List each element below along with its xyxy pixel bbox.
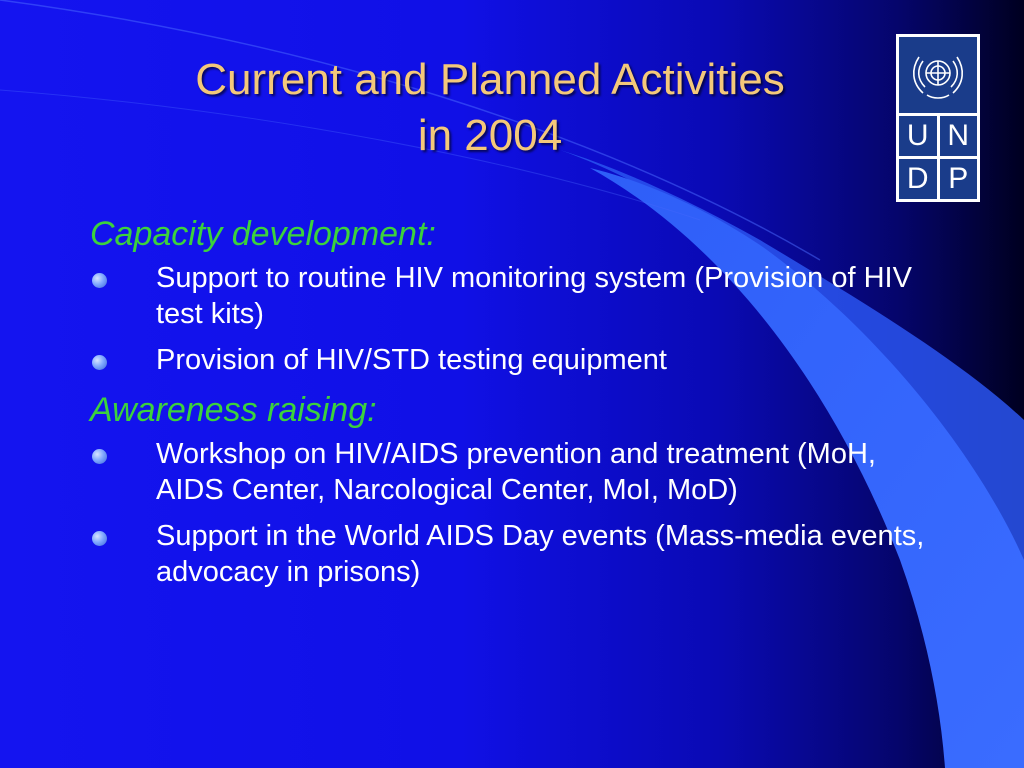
bullet-text: Provision of HIV/STD testing equipment — [156, 344, 667, 376]
logo-letter: N — [940, 116, 978, 156]
undp-logo — [896, 34, 980, 202]
list-item — [90, 436, 930, 508]
un-emblem-icon — [899, 37, 977, 109]
bullet-list-awareness — [90, 436, 930, 590]
list-item — [90, 260, 930, 332]
bullet-text: Support in the World AIDS Day events (Mass-media events, advocacy in prisons) — [156, 520, 925, 588]
bullet-text: Support to routine HIV monitoring system (Provision of HIV test kits) — [156, 262, 912, 330]
section-heading-awareness: Awareness raising: — [90, 391, 377, 429]
bullet-icon — [92, 355, 107, 370]
slide-title — [60, 52, 920, 164]
bullet-text: Workshop on HIV/AIDS prevention and treatment (MoH, AIDS Center, Narcological Center, MoI, MoD) — [156, 438, 876, 506]
bullet-icon — [92, 273, 107, 288]
slide-title-line-1: Current and Planned Activities — [195, 55, 785, 104]
logo-letter: U — [899, 116, 937, 156]
undp-letters — [899, 113, 977, 199]
bullet-icon — [92, 531, 107, 546]
list-item — [90, 342, 930, 378]
list-item — [90, 518, 930, 590]
section-heading-capacity: Capacity development: — [90, 215, 436, 253]
slide-body — [90, 212, 930, 600]
logo-letter: D — [899, 159, 937, 199]
bullet-icon — [92, 449, 107, 464]
slide-title-line-2: in 2004 — [417, 111, 563, 160]
logo-letter: P — [940, 159, 978, 199]
bullet-list-capacity — [90, 260, 930, 378]
